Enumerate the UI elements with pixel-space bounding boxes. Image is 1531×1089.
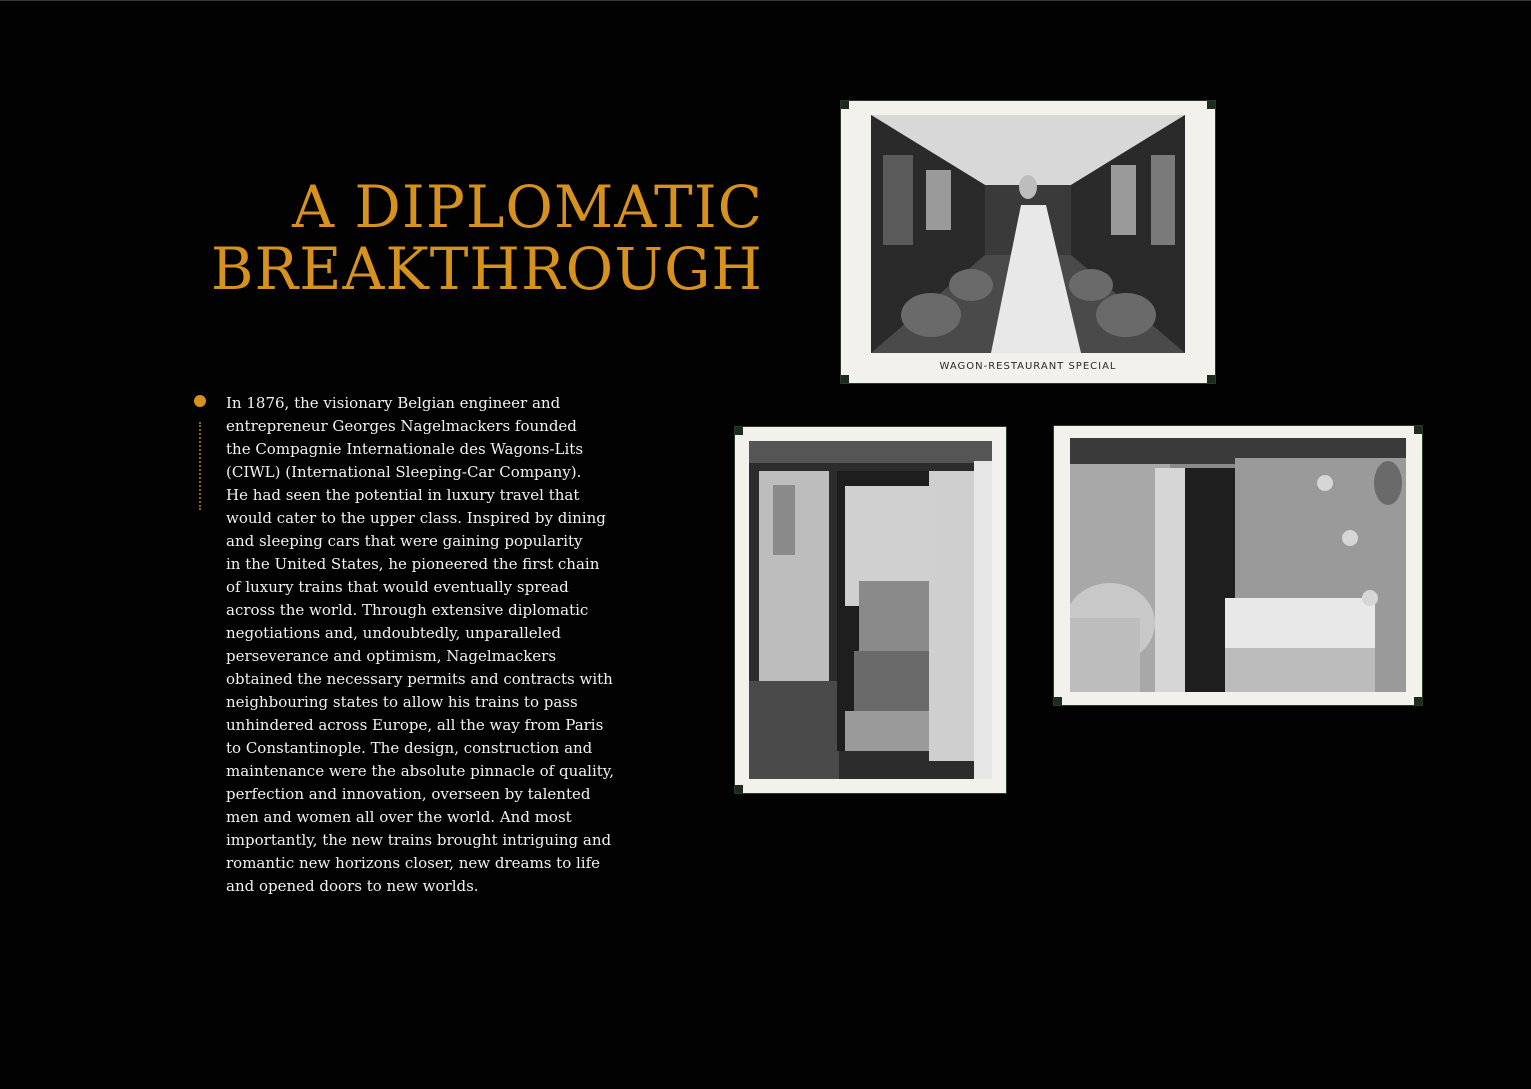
- photo-corner: [1414, 697, 1422, 705]
- photo-corner: [1414, 426, 1422, 434]
- page-title: [210, 173, 763, 303]
- body-paragraph: In 1876, the visionary Belgian engineer and entrepreneur Georges Nagelmackers founded the Compagnie Internationale des Wagons-Lits (CIWL) (International Sleeping-Car Company). He had seen the potential in luxury travel that would cater to the upper class. Inspired by dining and sleeping cars that were gaining popularity in the United States, he pioneered the first chain of luxury trains that would eventually spread across the world. Through extensive diplomatic negotiations and, undoubtedly, unparalleled perseverance and optimism, Nagelmackers obtained the necessary permits and contracts with neighbouring states to allow his trains to pass unhindered across Europe, all the way from Paris to Constantinople. The design, construction and maintenance were the absolute pinnacle of quality, perfection and innovation, overseen by talented men and women all over the world. And most importantly, the new trains brought intriguing and romantic new horizons closer, new dreams to life and opened doors to new worlds.: [226, 394, 615, 895]
- sleeping-cabin-image: [1070, 438, 1406, 692]
- dining-car-image: [871, 115, 1185, 353]
- bullet-dot: [194, 395, 206, 407]
- photo-corner: [1054, 697, 1062, 705]
- photo-dining-car: [841, 101, 1215, 383]
- dotted-guide-line: [199, 422, 201, 510]
- photo-corner: [1207, 101, 1215, 109]
- title-line-1: A DIPLOMATIC: [292, 173, 763, 241]
- photo-compartment-doorway: [735, 427, 1006, 793]
- photo-sleeping-cabin: [1054, 426, 1422, 705]
- photo-corner: [1207, 375, 1215, 383]
- photo-corner: [841, 101, 849, 109]
- title-line-2: BREAKTHROUGH: [210, 235, 763, 303]
- photo-corner: [735, 785, 743, 793]
- photo-corner: [841, 375, 849, 383]
- top-border-line: [0, 0, 1531, 1]
- photo-corner: [735, 427, 743, 435]
- dining-car-caption: WAGON-RESTAURANT SPECIAL: [939, 361, 1117, 372]
- compartment-doorway-image: [749, 441, 992, 779]
